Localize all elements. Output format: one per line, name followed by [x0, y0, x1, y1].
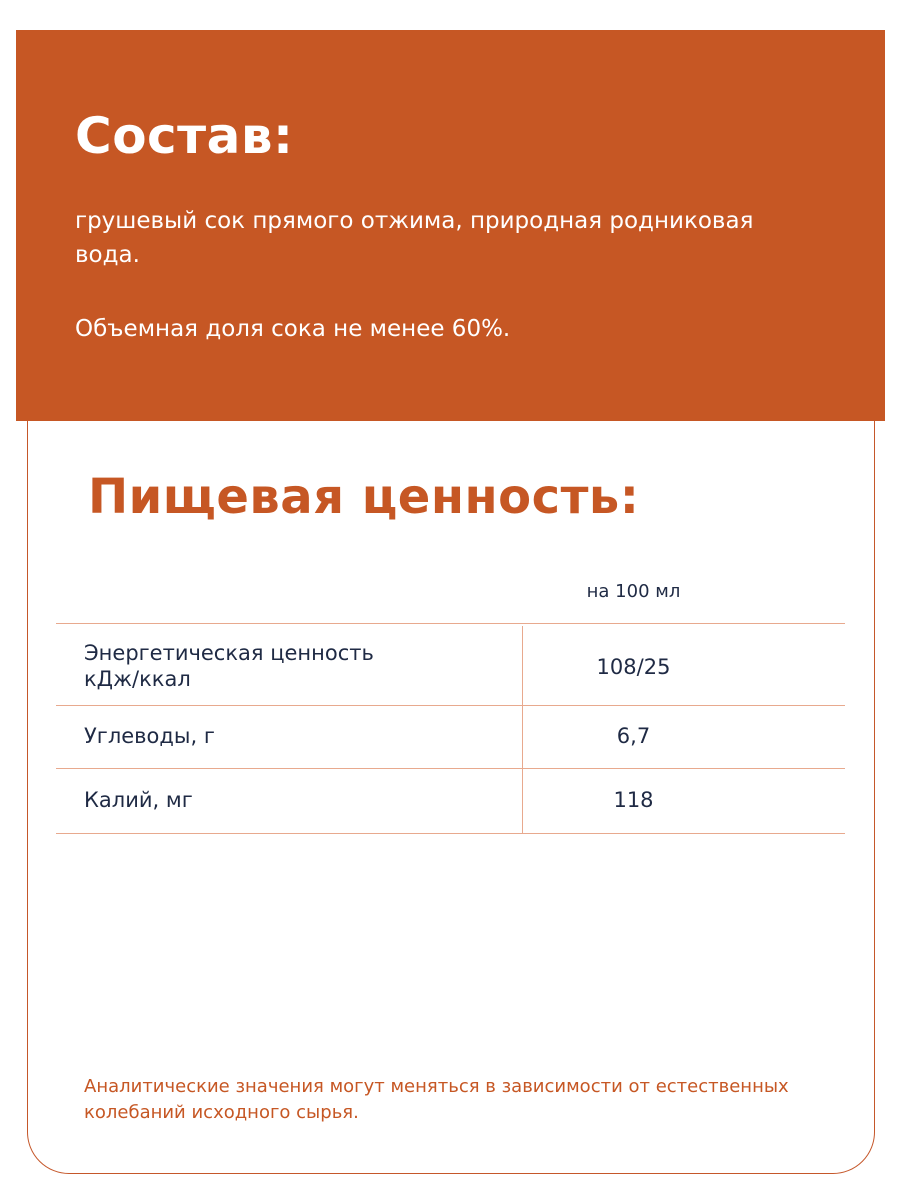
- row-label-energy: [84, 640, 374, 692]
- table-divider-top: [56, 623, 845, 624]
- row-label-line: Энергетическая ценность: [84, 641, 374, 665]
- row-value-potassium: 118: [613, 788, 654, 812]
- per-100ml-header: на 100 мл: [586, 581, 681, 602]
- table-divider-bottom: [56, 833, 845, 834]
- row-label-carbs: Углеводы, г: [84, 724, 215, 748]
- table-divider: [56, 705, 845, 706]
- row-label-line: кДж/ккал: [84, 667, 191, 691]
- juice-share-text: Объемная доля сока не менее 60%.: [75, 316, 511, 342]
- table-divider: [56, 768, 845, 769]
- row-value-carbs: 6,7: [616, 724, 651, 748]
- row-label-potassium: Калий, мг: [84, 788, 193, 812]
- nutrition-title: Пищевая ценность:: [88, 469, 640, 525]
- composition-title: Состав:: [75, 107, 294, 165]
- footnote: Аналитические значения могут меняться в зависимости от естественных колебаний исходного сырья.: [84, 1076, 789, 1123]
- row-value-energy: 108/25: [596, 655, 671, 679]
- ingredients-text: грушевый сок прямого отжима, природная родниковая вода.: [75, 208, 754, 268]
